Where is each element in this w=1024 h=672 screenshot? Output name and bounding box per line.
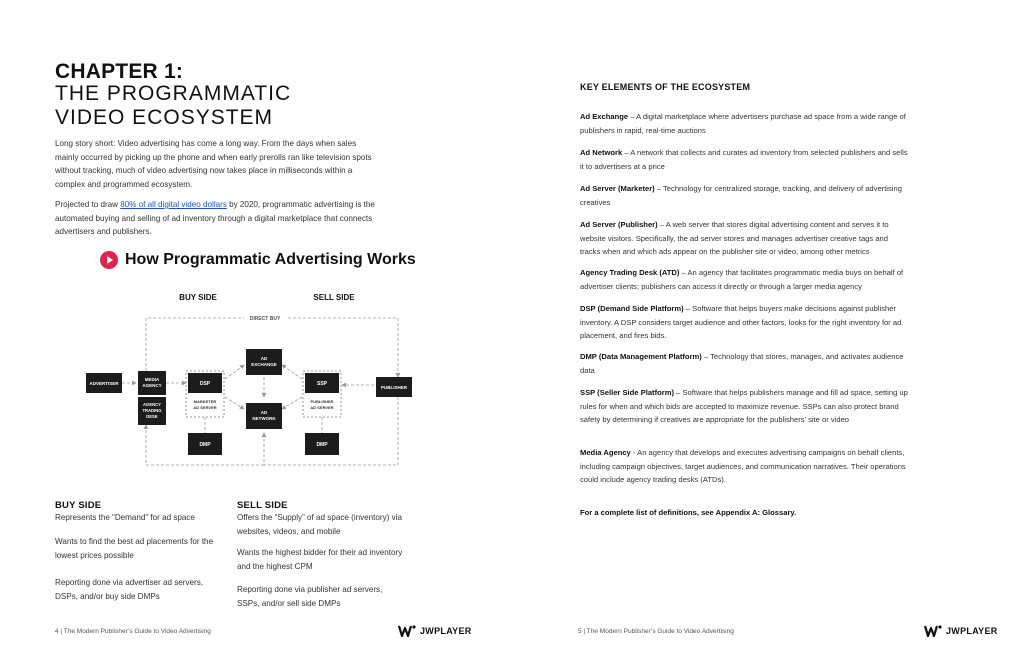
definition-text: A network that collects and curates ad inventory from selected publishers and sells it to advertisers at a price: [580, 148, 908, 171]
ad-exchange-box: [246, 349, 282, 375]
sell-side-line: Reporting done via publisher ad servers, SSPs, and/or sell side DMPs: [237, 585, 383, 608]
definition-term: Ad Network: [580, 148, 623, 157]
definition-text: A digital marketplace where advertisers purchase ad space from a wide range of publishers in rapid, real-time auctions: [580, 112, 906, 135]
ssp-box: [303, 371, 341, 417]
right-page: [512, 0, 1024, 672]
digital-video-dollars-link[interactable]: 80% of all digital video dollars: [120, 200, 227, 209]
projection-paragraph: [55, 198, 375, 239]
dmp-right-box: [305, 433, 339, 455]
projection-text: by 2020, programmatic advertising is the automated buying and selling of ad inventory through a digital marketplace that connects advertisers and publishers.: [55, 200, 375, 237]
definition-item: [580, 266, 908, 293]
definition-item: [580, 182, 908, 209]
buy-side-line: Represents the “Demand” for ad space: [55, 513, 195, 522]
diagram-buy-side-label: BUY SIDE: [179, 293, 217, 302]
intro-paragraph: Long story short: Video advertising has come a long way. From the days when sales mainly occurred by picking up the phone and when early prerolls ran like television spots without tracking, much of video advertising now takes place in milliseconds within a complex and programmed ecosystem.: [55, 139, 372, 189]
definition-term: Agency Trading Desk (ATD): [580, 268, 680, 277]
advertiser-label: ADVERTISER: [89, 381, 119, 386]
logo-text: JWPLAYER: [420, 626, 472, 636]
dmp-left-box: [188, 433, 222, 455]
page-footer: 5 | The Modern Publisher’s Guide to Video Advertising: [578, 628, 734, 635]
jwplayer-logo: [398, 623, 472, 639]
trading-desk-label: TRADING: [142, 408, 162, 413]
definition-term: SSP (Seller Side Platform): [580, 388, 674, 397]
definition-item: [580, 110, 908, 137]
ad-network-label: NETWORK: [252, 416, 276, 421]
definition-separator: –: [657, 220, 666, 229]
advertiser-box: [86, 373, 122, 393]
ssp-label: SSP: [316, 381, 328, 387]
publisher-box: [376, 377, 412, 397]
definition-separator: -: [630, 448, 638, 457]
definition-separator: –: [654, 184, 664, 193]
definition-separator: –: [701, 352, 711, 361]
buy-side-heading: BUY SIDE: [55, 500, 102, 511]
connector: [225, 397, 244, 409]
definition-item: [580, 302, 908, 343]
sell-side-heading: SELL SIDE: [237, 500, 288, 511]
programmatic-diagram: [0, 285, 512, 485]
buy-side-line: Reporting done via advertiser ad servers, DSPs, and/or buy side DMPs: [55, 578, 204, 601]
jwplayer-logo: [924, 623, 998, 639]
definition-text: Software that helps publishers manage and fill ad space, setting up rules for when and which bids are accepted to maximize revenue. SSPs can also protect brand safety by determining if creatives are appropriate for the publishers’ site or video: [580, 388, 908, 425]
connector: [282, 397, 302, 409]
chapter-title: [55, 82, 291, 130]
chapter-label: CHAPTER 1:: [55, 60, 184, 83]
projection-text: Projected to draw: [55, 200, 121, 209]
ad-network-box: [246, 403, 282, 429]
dmp-left-label: DMP: [199, 442, 211, 448]
publisher-label: PUBLISHER: [380, 385, 408, 390]
publisher-ad-server-label: PUBLISHER: [310, 399, 334, 404]
page-footer: 4 | The Modern Publisher’s Guide to Video Advertising: [55, 628, 211, 635]
definition-term: Media Agency: [580, 448, 631, 457]
definition-term: DMP (Data Management Platform): [580, 352, 702, 361]
definition-text: Software that helps buyers make decisions against publisher inventory. A DSP considers target audience and other factors, looks for the right inventory for ad placement, and fires bids.: [580, 304, 902, 341]
definition-term: DSP (Demand Side Platform): [580, 304, 684, 313]
marketer-ad-server-label: AD SERVER: [193, 405, 217, 410]
media-agency-box: [138, 371, 166, 395]
sell-side-line: Offers the “Supply” of ad space (inventory) via websites, videos, and mobile: [237, 513, 402, 536]
definition-separator: –: [622, 148, 631, 157]
trading-desk-label: AGENCY: [143, 402, 161, 407]
diagram-sell-side-label: SELL SIDE: [313, 293, 355, 302]
play-icon: [100, 251, 118, 269]
jwplayer-mark-icon: [924, 623, 944, 639]
sell-side-line: Wants the highest bidder for their ad inventory and the highest CPM: [237, 548, 403, 571]
definition-item: [580, 350, 908, 377]
definition-text: Technology for centralized storage, tracking, and delivery of advertising creatives: [580, 184, 902, 207]
ad-exchange-label: AD: [260, 356, 268, 361]
chapter-title-line: VIDEO ECOSYSTEM: [55, 106, 274, 129]
connector: [282, 365, 302, 379]
definition-separator: –: [673, 388, 683, 397]
definition-item: [580, 146, 908, 173]
buy-side-line: Wants to find the best ad placements for the lowest prices possible: [55, 537, 214, 560]
ad-network-label: AD: [260, 410, 268, 415]
jwplayer-mark-icon: [398, 623, 418, 639]
connector: [225, 365, 244, 379]
media-agency-label: MEDIA: [144, 377, 160, 382]
logo-text: JWPLAYER: [946, 626, 998, 636]
definition-item: [580, 446, 908, 487]
chapter-title-line: THE PROGRAMMATIC: [55, 82, 292, 105]
definition-separator: –: [628, 112, 637, 121]
definition-item: [580, 218, 908, 259]
media-agency-label: AGENCY: [142, 383, 162, 388]
definition-item: [580, 386, 908, 427]
ad-exchange-label: EXCHANGE: [251, 362, 277, 367]
dsp-left-box: [186, 371, 224, 417]
definition-text: An agency that facilitates programmatic media buys on behalf of advertiser clients; publishers can access it directly or through a larger media agency: [580, 268, 904, 291]
definition-term: Ad Exchange: [580, 112, 629, 121]
dmp-right-label: DMP: [316, 442, 328, 448]
definition-text: Technology that stores, manages, and activates audience data: [580, 352, 904, 375]
direct-buy-label: DIRECT BUY: [249, 316, 281, 322]
publisher-ad-server-label: AD SERVER: [310, 405, 334, 410]
agency-trading-desk-box: [138, 397, 166, 425]
appendix-note: For a complete list of definitions, see Appendix A: Glossary.: [580, 508, 797, 517]
dsp-left-label: DSP: [199, 381, 211, 387]
definition-separator: –: [683, 304, 693, 313]
marketer-ad-server-label: MARKETER: [193, 399, 217, 404]
trading-desk-label: DESK: [146, 414, 158, 419]
definition-separator: –: [679, 268, 688, 277]
definition-text: An agency that develops and executes advertising campaigns on behalf clients, including campaign objectives, target audiences, and communication narratives. Their operations could include agency trading desks (ATDs).: [580, 448, 906, 485]
definition-term: Ad Server (Publisher): [580, 220, 658, 229]
definition-text: A web server that stores digital advertising content and serves it to website visitors. Specifically, the ad server stores and manages advertiser creative tags and tracks when and which ads appear on the publisher site or video, among other metrics: [580, 220, 889, 257]
definition-term: Ad Server (Marketer): [580, 184, 655, 193]
key-elements-heading: KEY ELEMENTS OF THE ECOSYSTEM: [580, 82, 751, 92]
diagram-title-text: How Programmatic Advertising Works: [125, 251, 416, 268]
diagram-title: [100, 251, 416, 269]
